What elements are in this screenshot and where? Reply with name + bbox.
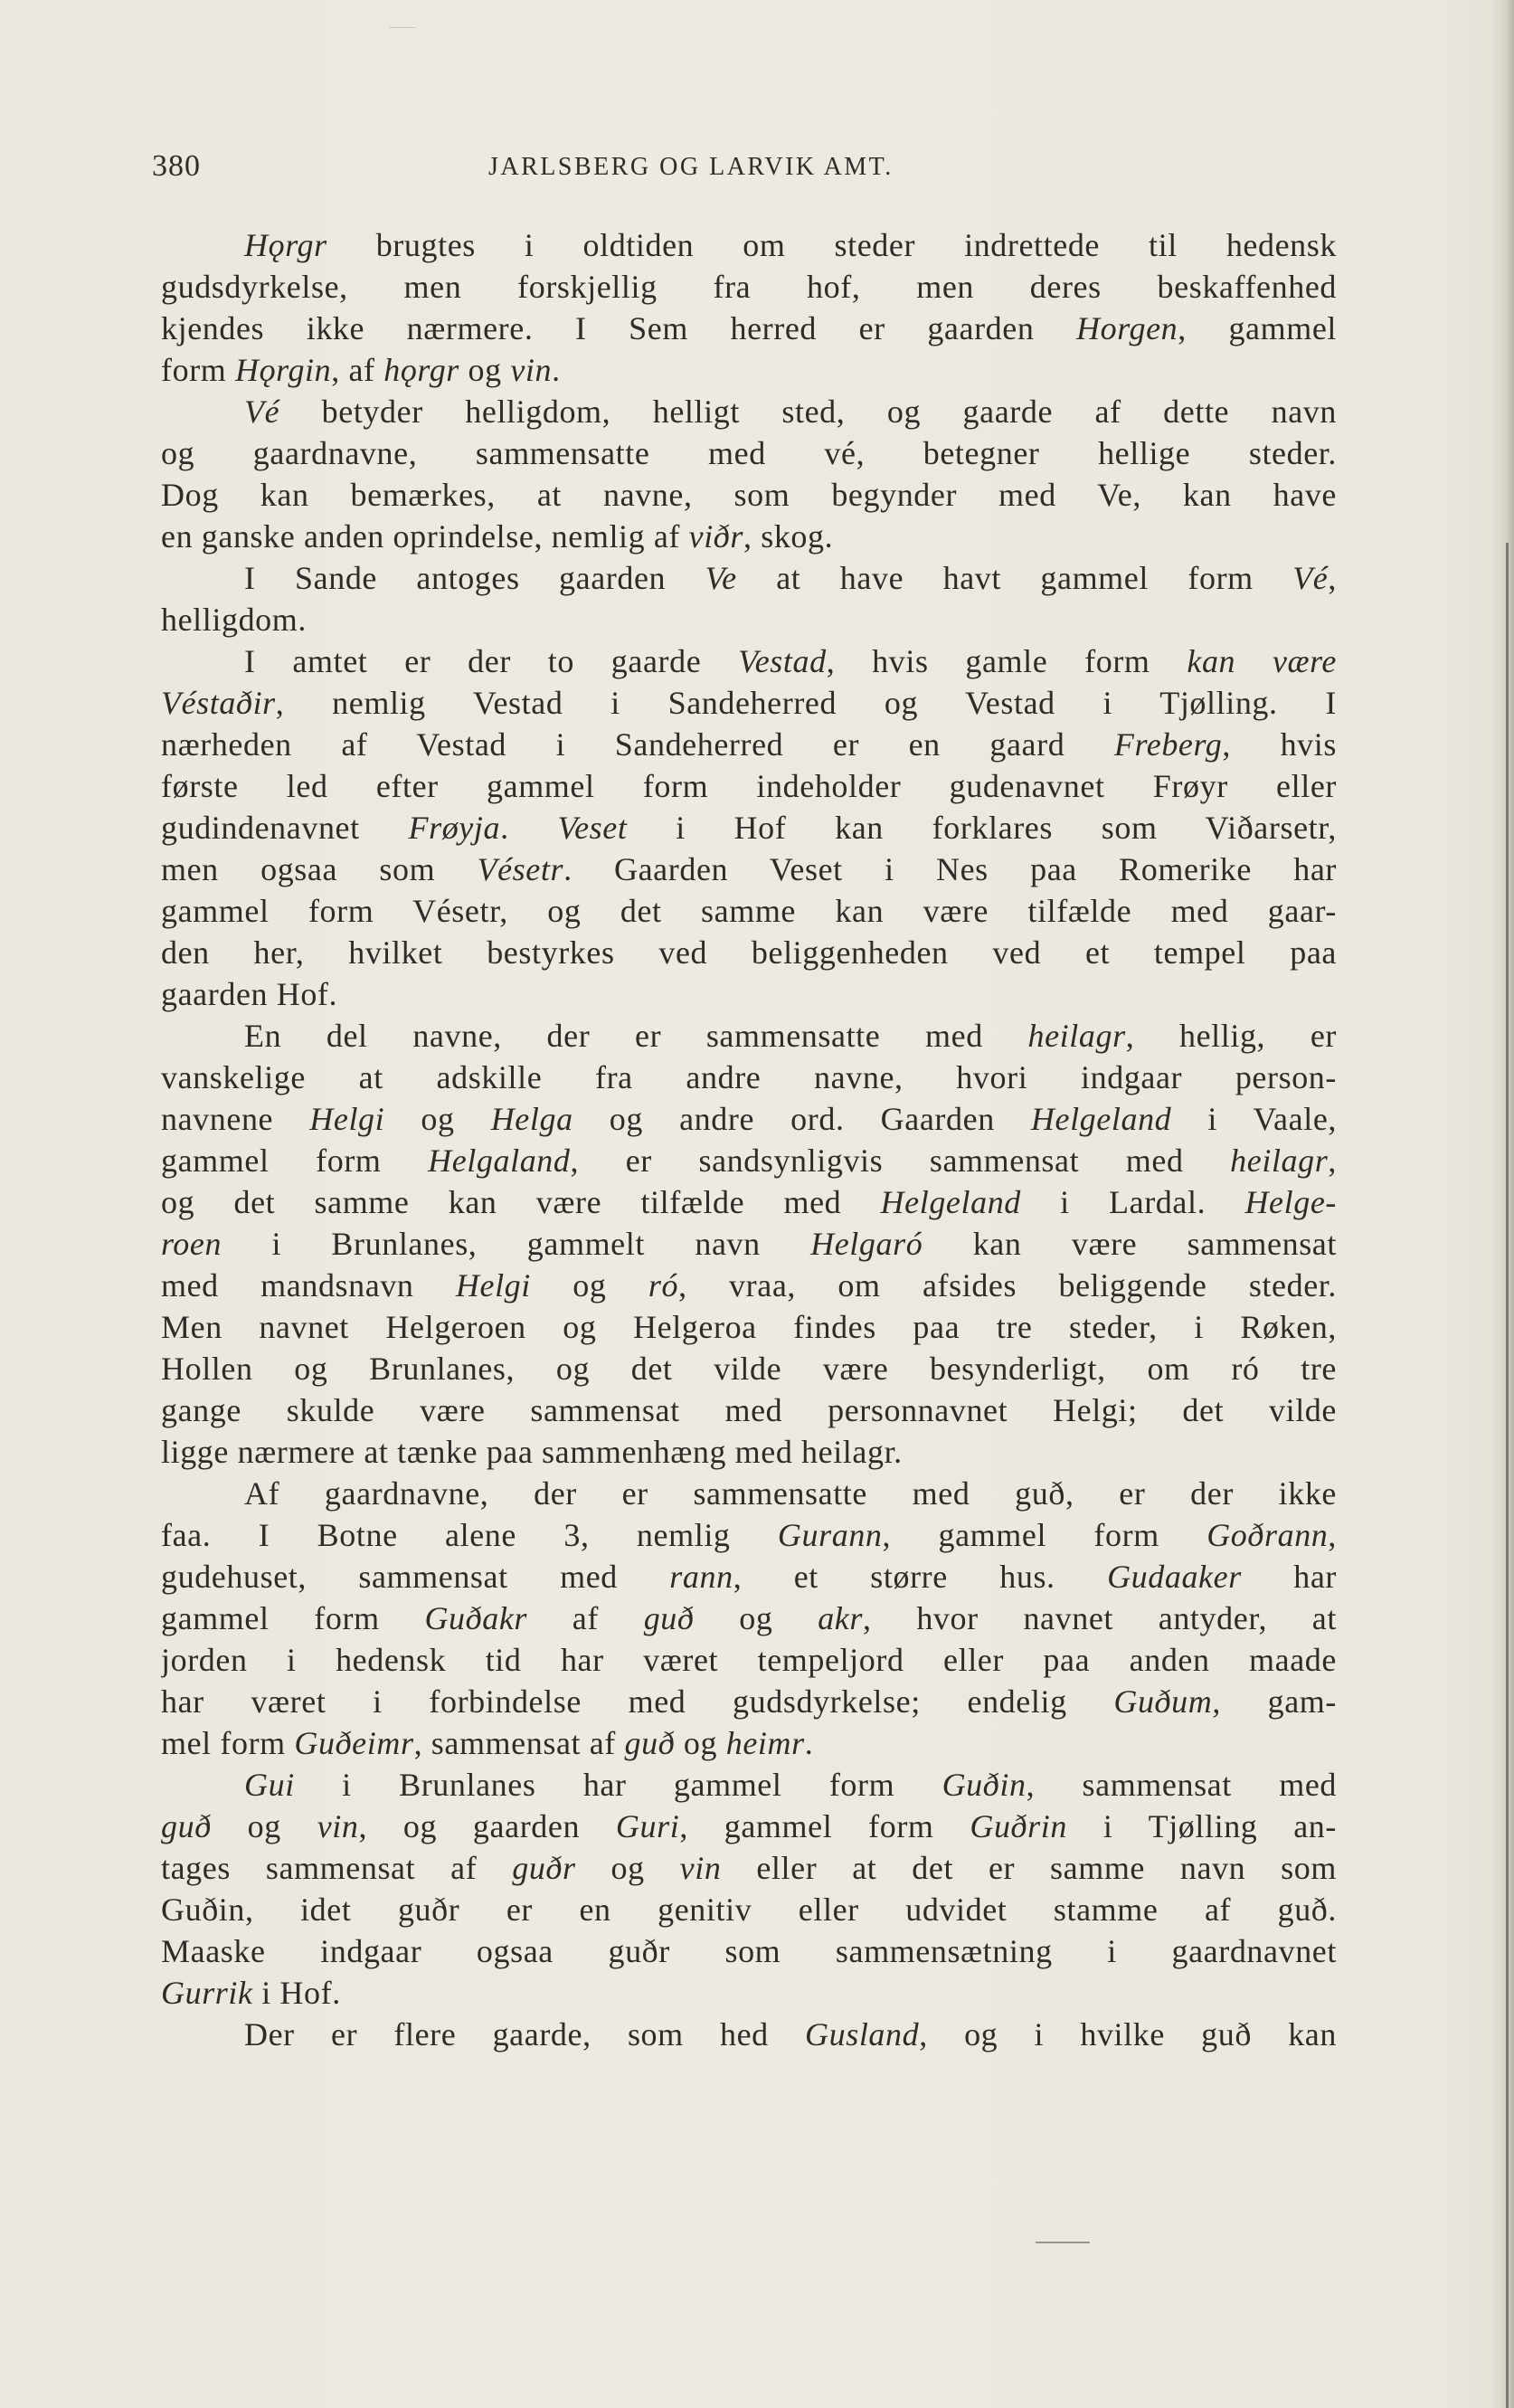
text-line: mel form Guðeimr, sammensat af guð og heimr. xyxy=(161,1725,814,1761)
text-line: har været i forbindelse med gudsdyrkelse; endelig Guðum, gam- xyxy=(161,1683,1337,1720)
text-line: guð og vin, og gaarden Guri, gammel form Guðrin i Tjølling an- xyxy=(161,1808,1337,1844)
text-line: Dog kan bemærkes, at navne, som begynder med Ve, kan have xyxy=(161,477,1337,513)
text-line: og gaardnavne, sammensatte med vé, betegner hellige steder. xyxy=(161,435,1337,471)
text-line: første led efter gammel form indeholder gudenavnet Frøyr eller xyxy=(161,768,1337,804)
text-line: tages sammensat af guðr og vin eller at det er samme navn som xyxy=(161,1850,1337,1886)
text-line: I Sande antoges gaarden Ve at have havt gammel form Vé, xyxy=(244,560,1337,596)
text-line: Gui i Brunlanes har gammel form Guðin, sammensat med xyxy=(244,1767,1337,1803)
text-line: jorden i hedensk tid har været tempeljord eller paa anden maade xyxy=(161,1642,1337,1678)
text-line: en ganske anden oprindelse, nemlig af viðr, skog. xyxy=(161,518,834,555)
text-line: vanskelige at adskille fra andre navne, hvori indgaar person- xyxy=(161,1059,1337,1095)
text-line: form Hǫrgin, af hǫrgr og vin. xyxy=(161,352,561,388)
body-text xyxy=(161,224,1337,2055)
text-line: gammel form Vésetr, og det samme kan være tilfælde med gaar- xyxy=(161,893,1337,929)
text-line: gudsdyrkelse, men forskjellig fra hof, men deres beskaffenhed xyxy=(161,269,1337,305)
text-line: nærheden af Vestad i Sandeherred er en gaard Freberg, hvis xyxy=(161,726,1337,763)
text-line: gange skulde være sammensat med personnavnet Helgi; det vilde xyxy=(161,1392,1337,1428)
text-line: gudindenavnet Frøyja. Veset i Hof kan forklares som Viðarsetr, xyxy=(161,810,1337,846)
text-line: gammel form Guðakr af guð og akr, hvor navnet antyder, at xyxy=(161,1600,1337,1636)
text-line: Maaske indgaar ogsaa guðr som sammensætning i gaardnavnet xyxy=(161,1933,1337,1969)
page-blemish xyxy=(389,27,416,37)
text-line: og det samme kan være tilfælde med Helgeland i Lardal. Helge- xyxy=(161,1184,1337,1220)
text-line: En del navne, der er sammensatte med heilagr, hellig, er xyxy=(244,1018,1337,1054)
text-line: helligdom. xyxy=(161,602,307,638)
text-line: faa. I Botne alene 3, nemlig Gurann, gammel form Goðrann, xyxy=(161,1517,1337,1553)
text-line: kjendes ikke nærmere. I Sem herred er gaarden Horgen, gammel xyxy=(161,310,1337,346)
text-line: Véstaðir, nemlig Vestad i Sandeherred og Vestad i Tjølling. I xyxy=(161,685,1337,721)
text-line: gudehuset, sammensat med rann, et større hus. Gudaaker har xyxy=(161,1559,1337,1595)
text-line: Men navnet Helgeroen og Helgeroa findes paa tre steder, i Røken, xyxy=(161,1309,1337,1345)
text-line: ligge nærmere at tænke paa sammenhæng med heilagr. xyxy=(161,1434,903,1470)
text-line: navnene Helgi og Helga og andre ord. Gaarden Helgeland i Vaale, xyxy=(161,1101,1337,1137)
running-head: JARLSBERG OG LARVIK AMT. xyxy=(488,153,894,181)
text-line: I amtet er der to gaarde Vestad, hvis gamle form kan være xyxy=(244,643,1337,679)
text-line: Hǫrgr brugtes i oldtiden om steder indrettede til hedensk xyxy=(244,227,1337,263)
text-line: roen i Brunlanes, gammelt navn Helgaró kan være sammensat xyxy=(161,1226,1337,1262)
page-header xyxy=(152,149,1337,194)
page-mark xyxy=(1036,2242,1090,2243)
text-line: med mandsnavn Helgi og ró, vraa, om afsides beliggende steder. xyxy=(161,1267,1337,1304)
text-line: Hollen og Brunlanes, og det vilde være besynderligt, om ró tre xyxy=(161,1351,1337,1387)
text-line: gammel form Helgaland, er sandsynligvis sammensat med heilagr, xyxy=(161,1142,1337,1179)
text-line: men ogsaa som Vésetr. Gaarden Veset i Nes paa Romerike har xyxy=(161,851,1337,887)
page-number: 380 xyxy=(152,149,201,183)
text-line: gaarden Hof. xyxy=(161,976,338,1012)
text-line: Gurrik i Hof. xyxy=(161,1975,341,2011)
binding-line xyxy=(1506,543,1509,2408)
page-edge xyxy=(1494,0,1514,2408)
text-line: Vé betyder helligdom, helligt sted, og gaarde af dette navn xyxy=(244,393,1337,430)
text-line: den her, hvilket bestyrkes ved beliggenheden ved et tempel paa xyxy=(161,934,1337,971)
text-line: Af gaardnavne, der er sammensatte med guð, er der ikke xyxy=(244,1475,1337,1512)
text-line: Guðin, idet guðr er en genitiv eller udvidet stamme af guð. xyxy=(161,1891,1337,1928)
text-line: Der er flere gaarde, som hed Gusland, og i hvilke guð kan xyxy=(244,2016,1337,2052)
